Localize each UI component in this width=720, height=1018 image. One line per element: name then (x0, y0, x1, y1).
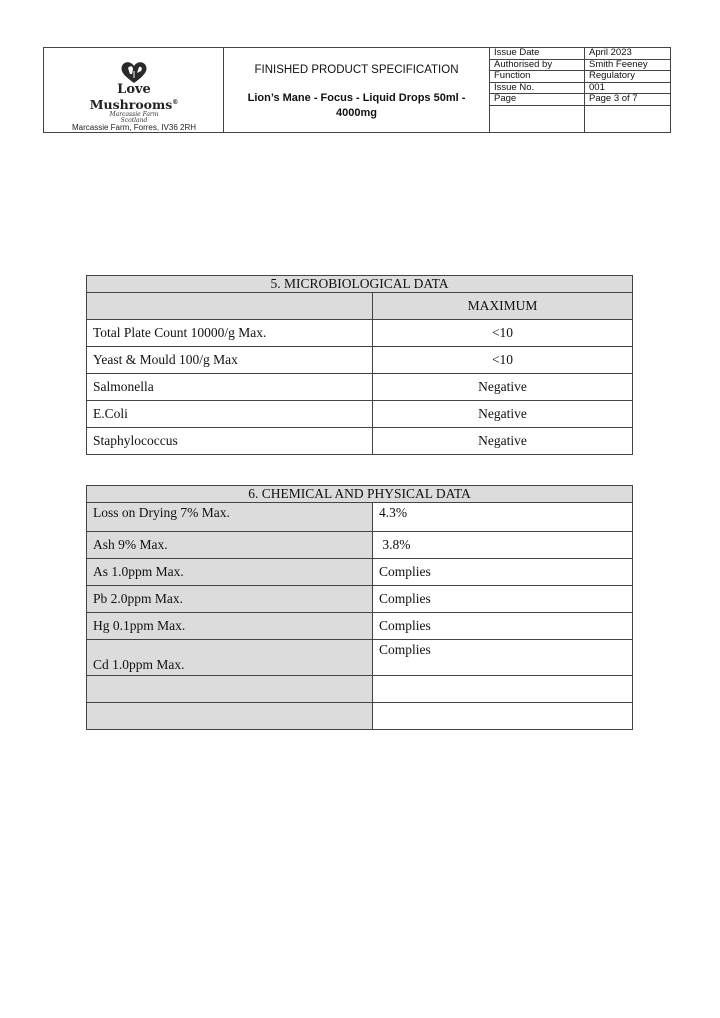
microbiological-title: 5. MICROBIOLOGICAL DATA (87, 276, 633, 293)
table-row (87, 374, 633, 401)
table-title-row (87, 276, 633, 293)
test-name: Loss on Drying 7% Max. (87, 503, 373, 532)
test-name: Hg 0.1ppm Max. (87, 613, 373, 640)
meta-label: Page (490, 94, 585, 106)
meta-empty-cell (585, 105, 671, 132)
table-row (87, 532, 633, 559)
test-value: Negative (373, 428, 633, 455)
test-name: Salmonella (87, 374, 373, 401)
table-row (87, 428, 633, 455)
test-value: Complies (373, 586, 633, 613)
test-value: <10 (373, 347, 633, 374)
company-address: Marcassie Farm, Forres, IV36 2RH (71, 123, 197, 132)
meta-value: Smith Feeney (585, 59, 671, 71)
meta-label: Authorised by (490, 59, 585, 71)
test-value: Negative (373, 374, 633, 401)
table-row (87, 401, 633, 428)
mushroom-heart-logo-icon (108, 60, 160, 84)
test-value: Complies (373, 640, 633, 676)
test-name: Pb 2.0ppm Max. (87, 586, 373, 613)
title-cell (224, 48, 490, 132)
test-name: Ash 9% Max. (87, 532, 373, 559)
brand-line1: Love (117, 82, 151, 97)
meta-row-blank (490, 105, 670, 132)
table-row (87, 613, 633, 640)
test-name: Yeast & Mould 100/g Max (87, 347, 373, 374)
table-row (87, 640, 633, 676)
meta-value: April 2023 (585, 48, 671, 59)
meta-label: Function (490, 71, 585, 83)
meta-label: Issue No. (490, 82, 585, 94)
meta-value: Regulatory (585, 71, 671, 83)
test-value: 3.8% (373, 532, 633, 559)
empty-cell (87, 676, 373, 703)
logo-cell (44, 48, 224, 132)
table-title-row (87, 486, 633, 503)
empty-cell (373, 703, 633, 730)
test-name: Cd 1.0ppm Max. (87, 640, 373, 676)
test-value: Complies (373, 559, 633, 586)
maximum-column-header: MAXIMUM (373, 293, 633, 320)
document-title: FINISHED PRODUCT SPECIFICATION (254, 64, 459, 76)
meta-row (490, 48, 670, 59)
test-value: <10 (373, 320, 633, 347)
meta-row (490, 94, 670, 106)
meta-value: Page 3 of 7 (585, 94, 671, 106)
meta-row (490, 59, 670, 71)
test-name: Staphylococcus (87, 428, 373, 455)
test-value: 4.3% (373, 503, 633, 532)
meta-table (490, 48, 670, 132)
table-header-row (87, 293, 633, 320)
brand-tagline: Marcassie Farm Scotland (109, 111, 159, 124)
table-row (87, 503, 633, 532)
header-empty-cell (87, 293, 373, 320)
table-row (87, 586, 633, 613)
test-name: E.Coli (87, 401, 373, 428)
brand-line2: Mushrooms® (89, 97, 179, 113)
spec-header (43, 47, 671, 133)
meta-row (490, 71, 670, 83)
table-row (87, 320, 633, 347)
product-name: Lion’s Mane - Focus - Liquid Drops 50ml - 4000mg (247, 92, 466, 119)
table-row (87, 559, 633, 586)
chemical-title: 6. CHEMICAL AND PHYSICAL DATA (87, 486, 633, 503)
meta-value: 001 (585, 82, 671, 94)
empty-cell (87, 703, 373, 730)
meta-cell (490, 48, 670, 132)
meta-label: Issue Date (490, 48, 585, 59)
test-value: Negative (373, 401, 633, 428)
empty-cell (373, 676, 633, 703)
table-row-empty (87, 676, 633, 703)
test-name: Total Plate Count 10000/g Max. (87, 320, 373, 347)
test-name: As 1.0ppm Max. (87, 559, 373, 586)
table-row (87, 347, 633, 374)
microbiological-table (86, 275, 633, 455)
table-row-empty (87, 703, 633, 730)
chemical-physical-table (86, 485, 633, 730)
test-value: Complies (373, 613, 633, 640)
meta-row (490, 82, 670, 94)
meta-empty-cell (490, 105, 585, 132)
